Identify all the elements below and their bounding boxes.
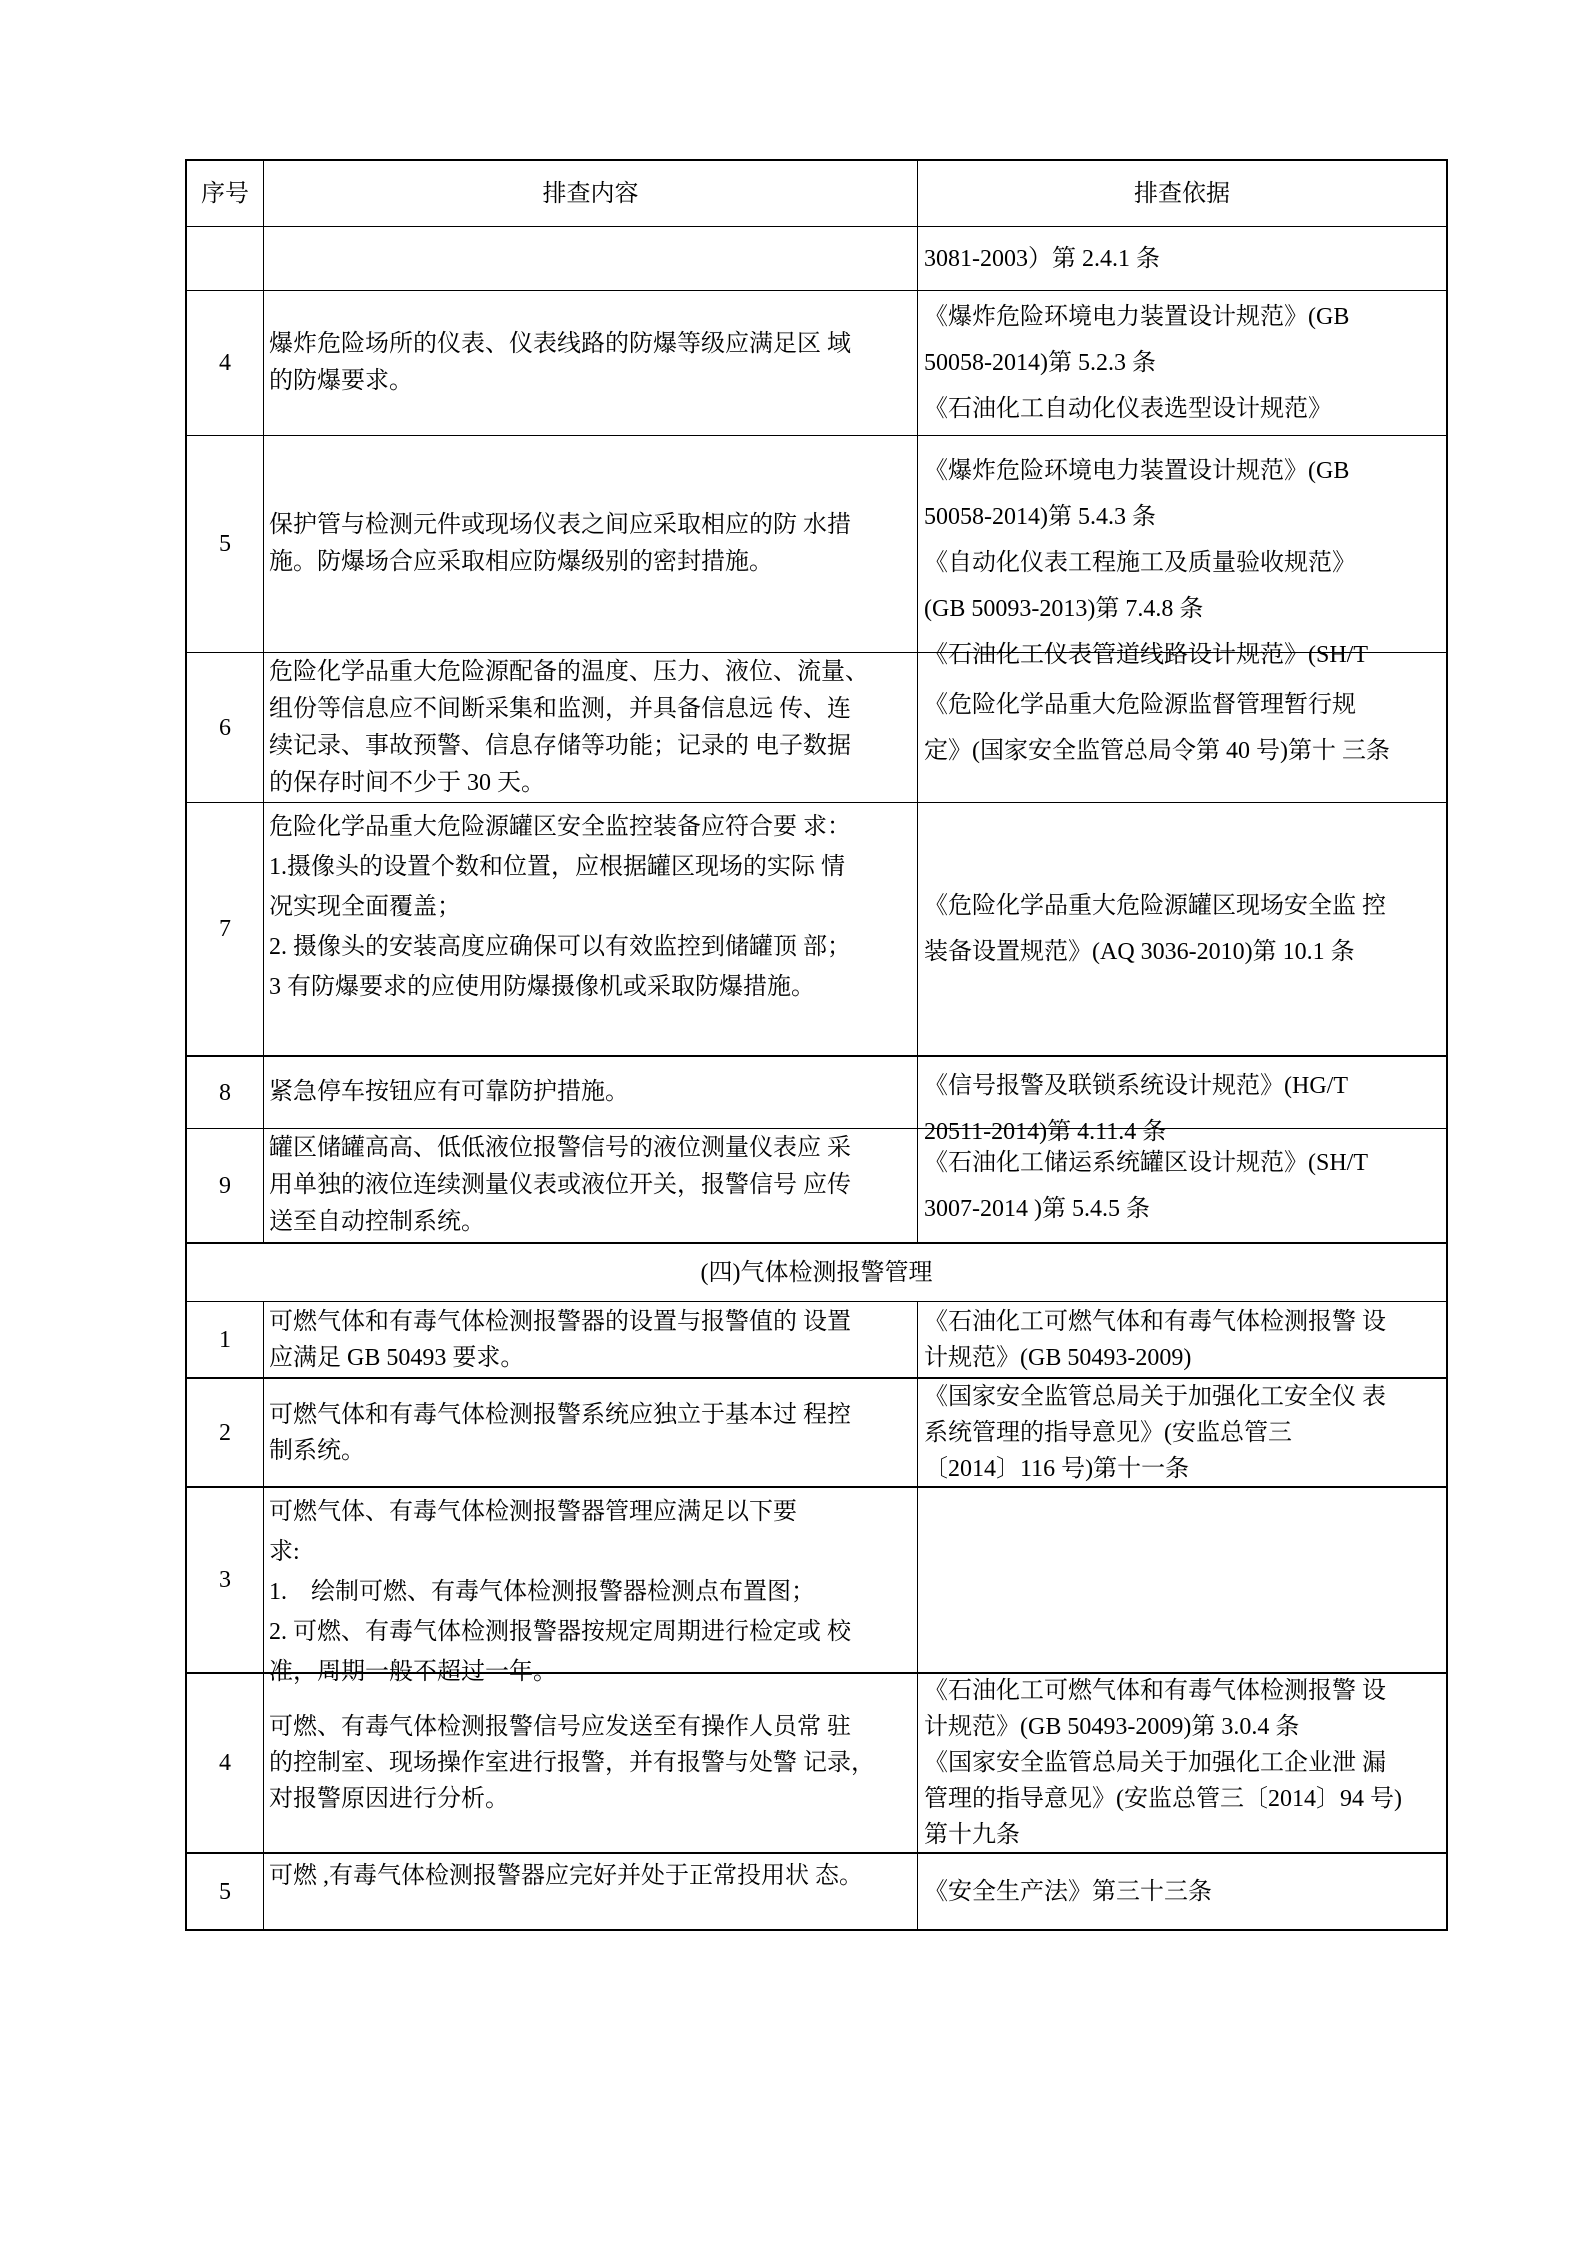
col-header-content xyxy=(263,161,917,226)
content-line: 送至自动控制系统。 xyxy=(269,1209,485,1235)
inspection-content-cell xyxy=(263,1128,917,1242)
content-line: 续记录、事故预警、信息存储等功能；记录的 电子数据 xyxy=(269,732,851,759)
content-line: 对报警原因进行分析。 xyxy=(269,1786,509,1812)
content-line: 2. 摄像头的安装高度应确保可以有效监控到储罐顶 部； xyxy=(269,934,851,960)
basis-line: 第十九条 xyxy=(924,1822,1020,1848)
inspection-basis-cell xyxy=(917,1301,1446,1377)
inspection-basis-cell xyxy=(917,1055,1446,1145)
basis-line: (GB 50093-2013)第 7.4.8 条 xyxy=(924,596,1204,622)
content-line: 可燃气体、有毒气体检测报警器管理应满足以下要 xyxy=(269,1499,797,1525)
content-line: 可燃、有毒气体检测报警信号应发送至有操作人员常 驻 xyxy=(269,1714,851,1740)
content-line: 可燃气体和有毒气体检测报警系统应独立于基本过 程控 xyxy=(269,1401,851,1428)
content-line: 的防爆要求。 xyxy=(269,368,413,394)
row-number-cell xyxy=(187,1852,263,1929)
inspection-content-cell xyxy=(263,1852,917,1929)
col-header-basis xyxy=(917,161,1446,226)
inspection-table xyxy=(185,159,1448,1931)
basis-line: 《爆炸危险环境电力装置设计规范》(GB xyxy=(924,458,1350,484)
inspection-content-cell xyxy=(263,1377,917,1486)
basis-line: 《石油化工自动化仪表选型设计规范》 xyxy=(924,396,1332,422)
basis-line: 3007-2014 )第 5.4.5 条 xyxy=(924,1195,1150,1222)
row-number: 9 xyxy=(219,1172,231,1199)
inspection-basis-cell xyxy=(917,290,1446,435)
inspection-content-cell xyxy=(263,802,917,1055)
content-line: 罐区储罐高高、低低液位报警信号的液位测量仪表应 采 xyxy=(269,1135,851,1161)
basis-line: 3081-2003）第 2.4.1 条 xyxy=(924,245,1160,272)
row-number-cell xyxy=(187,802,263,1055)
basis-line: 《信号报警及联锁系统设计规范》(HG/T xyxy=(924,1073,1348,1099)
basis-line: 《国家安全监管总局关于加强化工企业泄 漏 xyxy=(924,1750,1386,1776)
content-line: 可燃 ,有毒气体检测报警器应完好并处于正常投用状 态。 xyxy=(269,1863,863,1889)
content-line: 应满足 GB 50493 要求。 xyxy=(269,1344,525,1371)
row-number: 2 xyxy=(219,1419,231,1446)
row-number: 5 xyxy=(219,1878,231,1905)
content-line: 爆炸危险场所的仪表、仪表线路的防爆等级应满足区 域 xyxy=(269,331,851,357)
inspection-basis-cell xyxy=(917,652,1446,802)
row-number: 6 xyxy=(219,714,231,741)
content-line: 保护管与检测元件或现场仪表之间应采取相应的防 水措 xyxy=(269,512,851,538)
basis-line: 定》(国家安全监管总局令第 40 号)第十 三条 xyxy=(924,737,1390,764)
col-header-basis-label: 排查依据 xyxy=(1134,180,1230,207)
section-title-row xyxy=(187,1242,1446,1301)
basis-line: 《自动化仪表工程施工及质量验收规范》 xyxy=(924,550,1356,576)
inspection-content-cell xyxy=(263,1672,917,1852)
basis-line: 50058-2014)第 5.4.3 条 xyxy=(924,504,1156,530)
content-line: 况实现全面覆盖； xyxy=(269,894,461,920)
row-number: 1 xyxy=(219,1326,231,1353)
row-number-cell xyxy=(187,1672,263,1852)
content-line: 1.摄像头的设置个数和位置，应根据罐区现场的实际 情 xyxy=(269,854,845,880)
inspection-basis-cell xyxy=(917,435,1446,668)
row-number: 5 xyxy=(219,531,231,557)
inspection-basis-cell xyxy=(917,802,1446,1055)
inspection-content-cell xyxy=(263,1055,917,1128)
basis-line: 50058-2014)第 5.2.3 条 xyxy=(924,350,1156,376)
row-number-cell xyxy=(187,1055,263,1128)
inspection-basis-cell xyxy=(917,1128,1446,1242)
content-line: 的保存时间不少于 30 天。 xyxy=(269,769,545,796)
content-line: 可燃气体和有毒气体检测报警器的设置与报警值的 设置 xyxy=(269,1308,851,1335)
content-line: 求: xyxy=(269,1539,300,1565)
inspection-basis-cell xyxy=(917,1852,1446,1929)
row-number: 8 xyxy=(219,1079,231,1106)
row-number-cell xyxy=(187,652,263,802)
row-number: 4 xyxy=(219,1750,231,1776)
inspection-basis-cell xyxy=(917,226,1446,290)
content-line: 1. 绘制可燃、有毒气体检测报警器检测点布置图； xyxy=(269,1579,815,1605)
inspection-basis-cell xyxy=(917,1672,1446,1852)
basis-line: 《石油化工仪表管道线路设计规范》(SH/T xyxy=(924,642,1368,668)
content-line: 3 有防爆要求的应使用防爆摄像机或采取防爆措施。 xyxy=(269,974,815,1000)
basis-line: 管理的指导意见》(安监总管三〔2014〕94 号) xyxy=(924,1786,1402,1812)
row-number-cell xyxy=(187,1128,263,1242)
basis-line: 《石油化工可燃气体和有毒气体检测报警 设 xyxy=(924,1308,1386,1335)
basis-line: 《危险化学品重大危险源监督管理暂行规 xyxy=(924,691,1356,718)
row-number: 7 xyxy=(219,916,231,942)
content-line: 危险化学品重大危险源罐区安全监控装备应符合要 求： xyxy=(269,814,851,840)
content-line: 2. 可燃、有毒气体检测报警器按规定周期进行检定或 校 xyxy=(269,1619,851,1645)
basis-line: 《安全生产法》第三十三条 xyxy=(924,1878,1212,1905)
basis-line: 《危险化学品重大危险源罐区现场安全监 控 xyxy=(924,893,1386,919)
row-number-cell xyxy=(187,1301,263,1377)
content-line: 制系统。 xyxy=(269,1437,365,1464)
inspection-content-cell xyxy=(263,1486,917,1685)
col-header-index-label: 序号 xyxy=(201,180,249,207)
basis-line: 〔2014〕116 号)第十一条 xyxy=(924,1455,1190,1482)
content-line: 组份等信息应不间断采集和监测，并具备信息远 传、连 xyxy=(269,695,851,722)
row-number-cell xyxy=(187,1486,263,1672)
basis-line: 《石油化工可燃气体和有毒气体检测报警 设 xyxy=(924,1678,1386,1704)
col-header-index xyxy=(187,161,263,226)
inspection-basis-cell xyxy=(917,1377,1446,1486)
basis-line: 装备设置规范》(AQ 3036-2010)第 10.1 条 xyxy=(924,939,1355,965)
row-number-cell xyxy=(187,435,263,652)
content-line: 紧急停车按钮应有可靠防护措施。 xyxy=(269,1079,629,1105)
row-number-cell xyxy=(187,226,263,290)
basis-line: 计规范》(GB 50493-2009) xyxy=(924,1344,1192,1371)
row-number-cell xyxy=(187,1377,263,1486)
content-line: 用单独的液位连续测量仪表或液位开关，报警信号 应传 xyxy=(269,1172,851,1198)
section-title: (四)气体检测报警管理 xyxy=(700,1259,933,1286)
row-number-cell xyxy=(187,290,263,435)
basis-line: 《石油化工储运系统罐区设计规范》(SH/T xyxy=(924,1149,1368,1176)
basis-line: 系统管理的指导意见》(安监总管三 xyxy=(924,1419,1292,1446)
content-line: 准，周期一般不超过一年。 xyxy=(269,1659,557,1685)
inspection-basis-cell xyxy=(917,1486,1446,1672)
basis-line: 20511-2014)第 4.11.4 条 xyxy=(924,1119,1167,1145)
row-number: 4 xyxy=(219,350,231,376)
content-line: 的控制室、现场操作室进行报警，并有报警与处警 记录， xyxy=(269,1750,875,1776)
content-line: 施。防爆场合应采取相应防爆级别的密封措施。 xyxy=(269,549,773,575)
basis-line: 《爆炸危险环境电力装置设计规范》(GB xyxy=(924,304,1350,330)
inspection-content-cell xyxy=(263,290,917,435)
inspection-content-cell xyxy=(263,435,917,652)
row-number: 3 xyxy=(219,1567,231,1593)
basis-line: 计规范》(GB 50493-2009)第 3.0.4 条 xyxy=(924,1714,1300,1740)
inspection-content-cell xyxy=(263,226,917,290)
content-line: 危险化学品重大危险源配备的温度、压力、液位、流量、 xyxy=(269,658,869,685)
basis-line: 《国家安全监管总局关于加强化工安全仪 表 xyxy=(924,1383,1386,1410)
inspection-content-cell xyxy=(263,652,917,802)
inspection-content-cell xyxy=(263,1301,917,1377)
col-header-content-label: 排查内容 xyxy=(542,180,639,207)
